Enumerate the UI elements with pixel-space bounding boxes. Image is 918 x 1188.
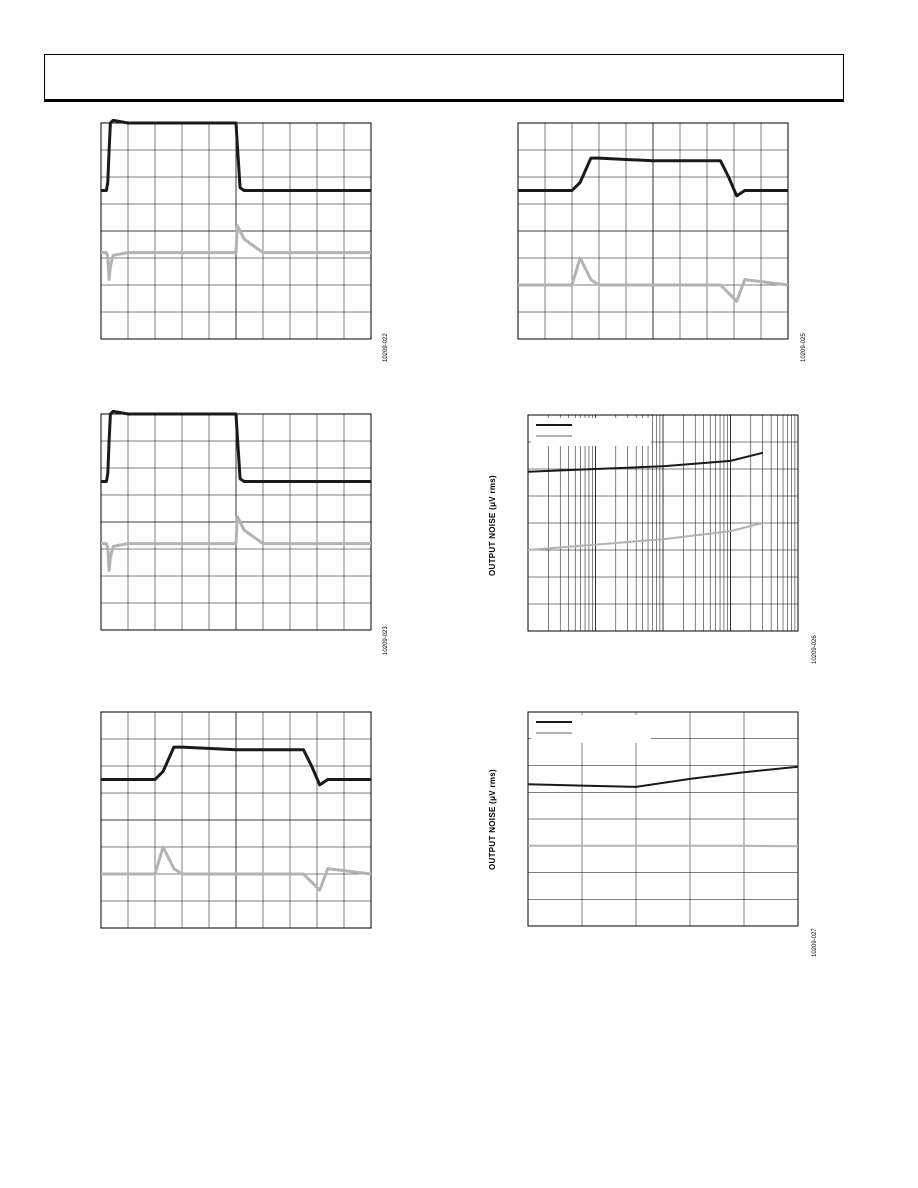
legend-box [531, 715, 651, 743]
figure-id-3: 10209-023 [383, 626, 389, 655]
figure-id-5: 10209-027 [812, 928, 818, 957]
y-axis-label-noise-1: OUTPUT NOISE (μV rms) [488, 475, 497, 576]
figure-id-1: 10209-022 [383, 333, 389, 362]
page-header-box [44, 54, 844, 102]
scope-plot-2 [517, 122, 789, 340]
scope-plot-4 [100, 711, 372, 929]
legend-box [531, 418, 651, 446]
scope-plot-1 [100, 122, 372, 340]
scope-plot-3 [100, 413, 372, 631]
y-axis-label-noise-2: OUTPUT NOISE (μV rms) [488, 769, 497, 870]
line-series-2 [528, 846, 798, 847]
line-series-1 [528, 767, 798, 787]
noise-plot-1 [527, 414, 799, 632]
figure-id-2: 10209-025 [801, 333, 807, 362]
figure-id-4: 10209-026 [812, 635, 818, 664]
noise-plot-2 [527, 711, 799, 927]
